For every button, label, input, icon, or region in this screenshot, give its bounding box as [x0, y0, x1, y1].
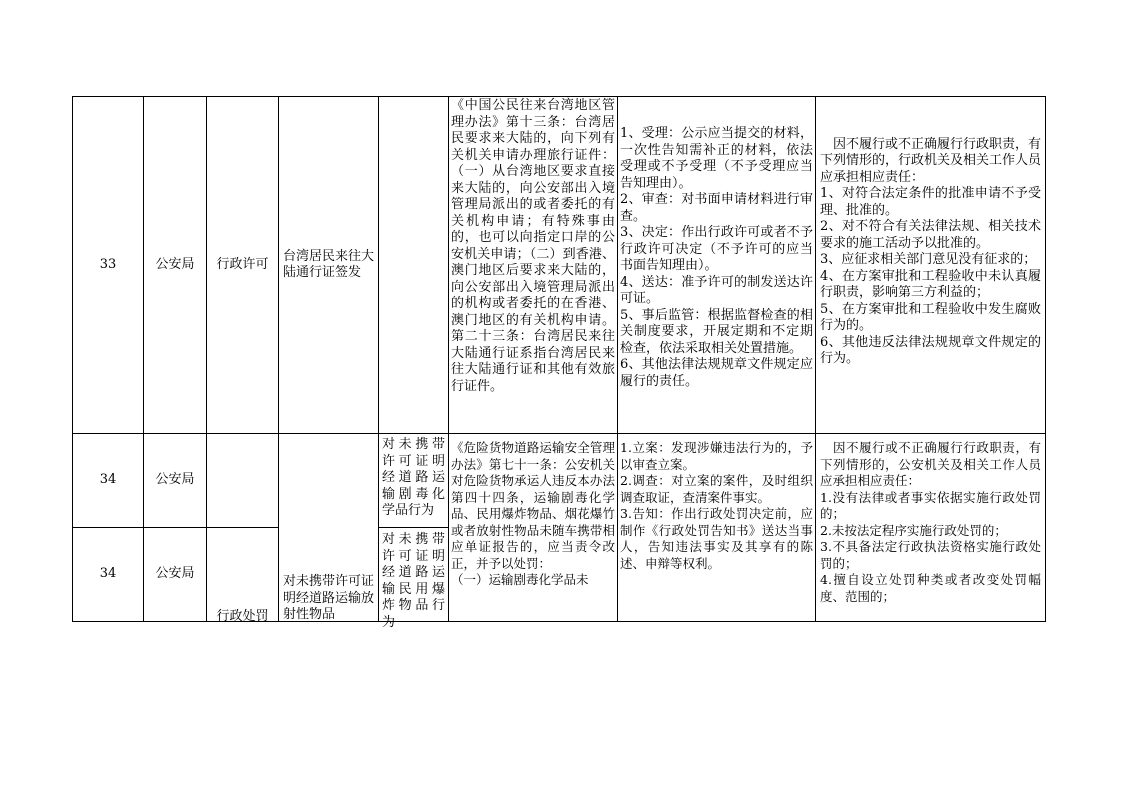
- row-33-department: 公安局: [155, 256, 195, 272]
- row-33-liability-text: 因不履行或不正确履行行政职责，有下列情形的，行政机关及相关工作人员应承担相应责任： 1、对符合法定条件的批准申请不予受理、批准的。 2、对不符合有关法律法规、相关技术要求的施工活动予以批准的。 3、应征求相关部门意见没有征求的； 4、在方案审批和工程验收中未认真履行职责，影响第三方利益的； 5、在方案审批和工程验收中发生腐败行为的。 6、其他违反法律法规规章文件规定的行为。: [820, 136, 1042, 366]
- row-33-item-name: [279, 97, 378, 433]
- row-34b-sub-item: 对未携带许可证明经道路运输民用爆炸物品行为: [382, 532, 445, 630]
- row-33-duties: [618, 97, 815, 433]
- group-34-duties: 1.立案：发现涉嫌违法行为的，予以审查立案。 2.调查：对立案的案件，及时组织调查取证，查清案件事实。 3.告知：作出行政处罚决定前，应制作《行政处罚告知书》送达当事人，告知违法事实及其享有的陈述、申辩等权利。: [620, 440, 813, 571]
- row-33-liability: [816, 97, 1045, 433]
- row-34a-department: 公安局: [155, 472, 195, 488]
- group-34-item-name: 对未携带许可证明经道路运输放射性物品: [283, 574, 375, 622]
- row-34a-sub-item: 对未携带许可证明经道路运输剧毒化学品行为: [382, 437, 445, 518]
- row-33-item-name-text: 台湾居民来往大陆通行证签发: [283, 248, 375, 280]
- row-33-sub-item: [379, 97, 448, 433]
- row-34b-number: 34: [99, 566, 117, 582]
- row-34b-department: 公安局: [155, 566, 195, 582]
- row-34a-number: 34: [99, 472, 117, 488]
- duty-table: [72, 96, 1046, 630]
- row-33-duties-text: 1、受理：公示应当提交的材料，一次性告知需补正的材料，依法受理或不予受理（不予受理应当告知理由）。 2、审查：对书面申请材料进行审查。 3、决定：作出行政许可或者不予行政许可决定（不予许可的应当书面告知理由）。 4、送达：准予许可的制发送达许可证。 5、事后监管：根据监督检查的相关制度要求，开展定期和不定期检查，依法采取相关处置措施。 6、其他法律法规规章文件规定应履行的责任。: [620, 126, 813, 389]
- group-34-item-type: 行政处罚: [216, 609, 269, 624]
- row-33-item-type: 行政许可: [216, 256, 269, 272]
- row-33-legal-basis: 《中国公民往来台湾地区管理办法》第十三条：台湾居民要求来大陆的，向下列有关机关申请办理旅行证件：（一）从台湾地区要求直接来大陆的，向公安部出入境管理局派出的或者委托的有关机构申请；有特殊事由的，也可以向指定口岸的公安机关申请；（二）到香港、澳门地区后要求来大陆的，向公安部出入境管理局派出的机构或者委托的在香港、澳门地区的有关机构申请。第二十三条：台湾居民来往大陆通行证系指台湾居民来往大陆通行证和其他有效旅行证件。: [451, 98, 615, 394]
- table-border-right: [1045, 96, 1046, 622]
- row-33-number: 33: [99, 256, 117, 272]
- group-34-liability: 因不履行或不正确履行行政职责，有下列情形的，公安机关及相关工作人员应承担相应责任： 1.没有法律或者事实依据实施行政处罚的； 2.未按法定程序实施行政处罚的； 3.不具备法定行政执法资格实施行政处罚的； 4.擅自设立处罚种类或者改变处罚幅度、范围的；: [820, 440, 1041, 604]
- group-34-legal-basis: 《危险货物道路运输安全管理办法》第七十一条：公安机关对危险货物承运人违反本办法第四十四条，运输剧毒化学品、民用爆炸物品、烟花爆竹或者放射性物品未随车携带相应单证报告的，应当责令改正，并予以处罚： （一）运输剧毒化学品未: [451, 440, 615, 587]
